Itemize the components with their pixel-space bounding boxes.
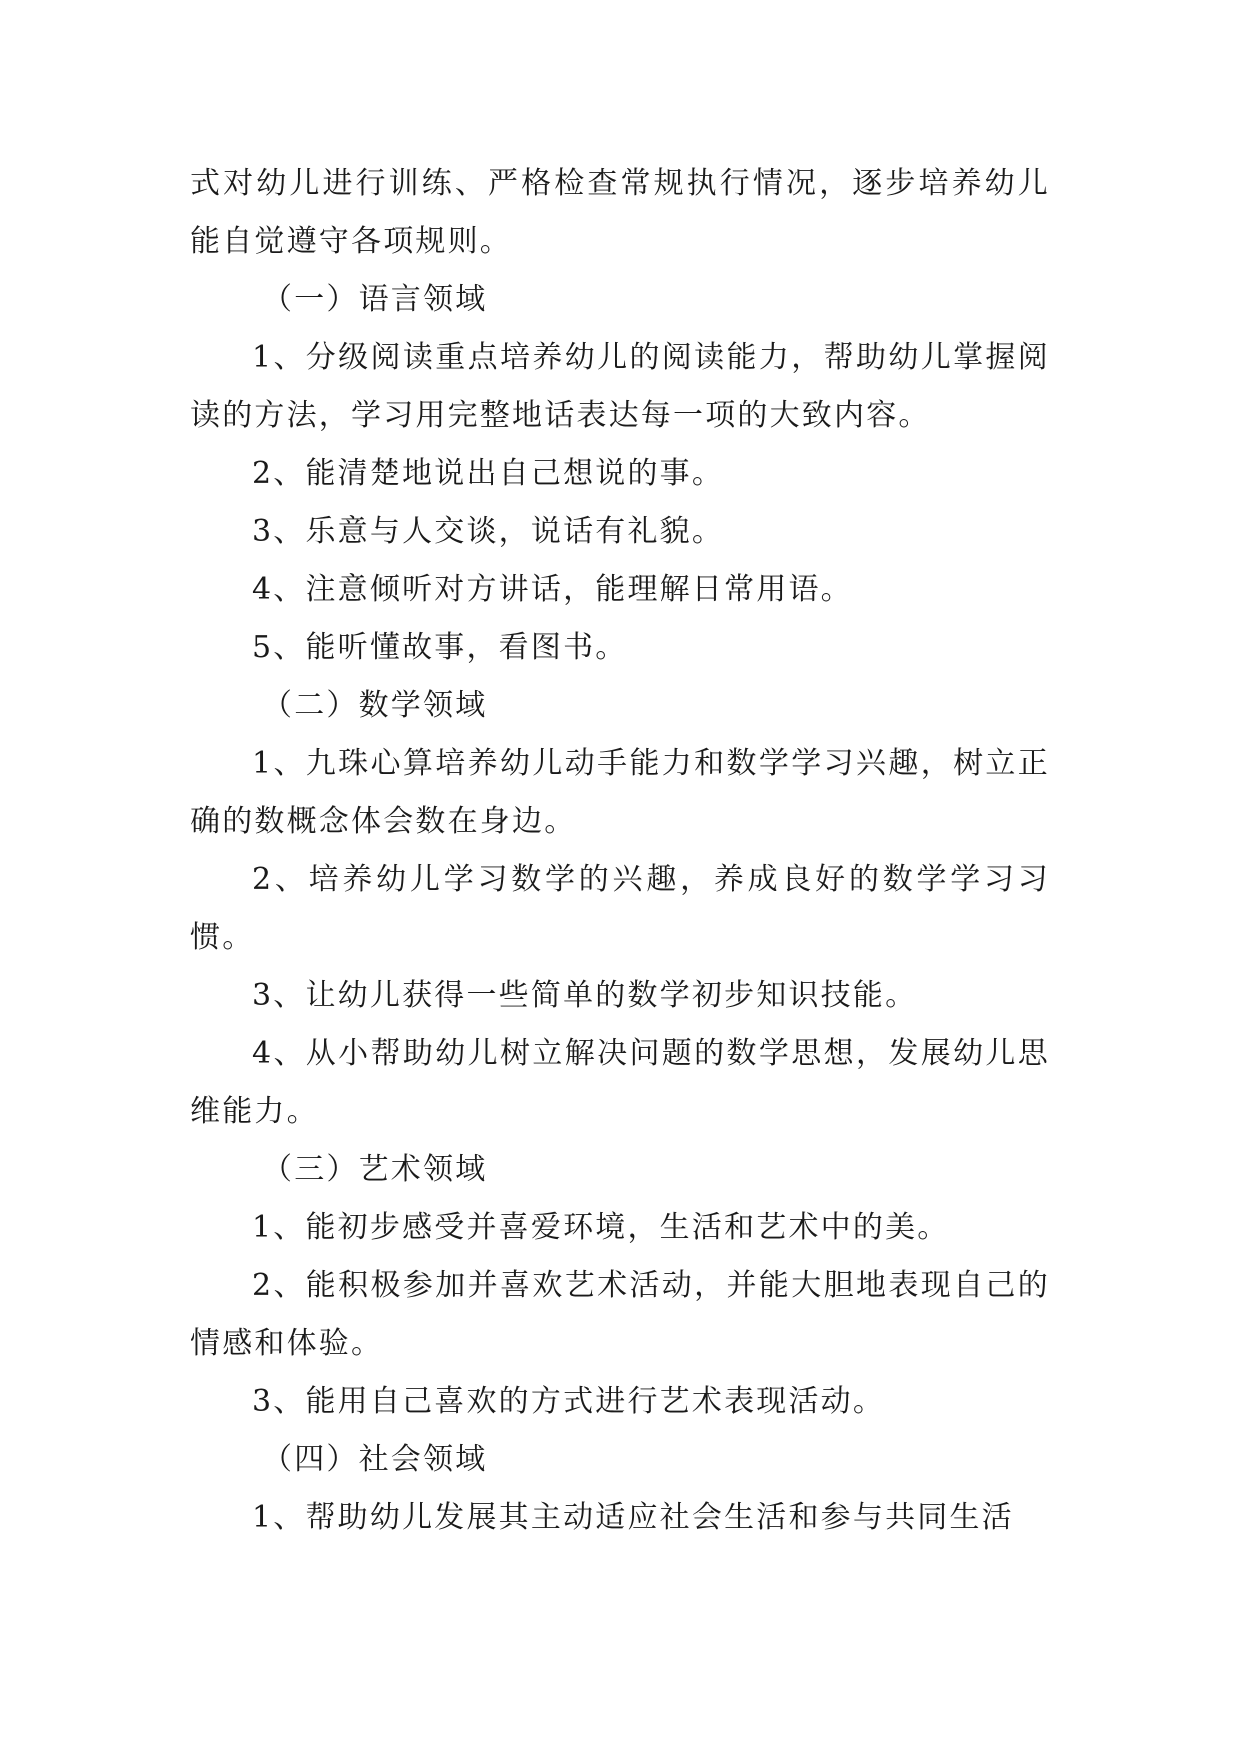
paragraph-language-2: 2、能清楚地说出自己想说的事。 [252,456,725,491]
paragraph-art-2: 2、能积极参加并喜欢艺术活动，并能大胆地表现自己的情感和体验。 [190,1268,1050,1361]
paragraph-math-4: 4、从小帮助幼儿树立解决问题的数学思想，发展幼儿思维能力。 [190,1036,1050,1129]
paragraph-language-5: 5、能听懂故事，看图书。 [252,630,628,665]
section-heading-math: （二）数学领域 [262,688,488,723]
document-body [190,155,1050,1547]
paragraph-math-3: 3、让幼儿获得一些简单的数学初步知识技能。 [252,978,918,1013]
paragraph-language-1: 1、分级阅读重点培养幼儿的阅读能力，帮助幼儿掌握阅读的方法，学习用完整地话表达每一项的大致内容。 [190,340,1050,433]
section-heading-language: （一）语言领域 [262,282,488,317]
section-heading-social: （四）社会领域 [262,1442,488,1477]
paragraph-math-2: 2、培养幼儿学习数学的兴趣，养成良好的数学学习习惯。 [190,862,1050,955]
paragraph-language-3: 3、乐意与人交谈，说话有礼貌。 [252,514,725,549]
section-heading-art: （三）艺术领域 [262,1152,488,1187]
paragraph-art-1: 1、能初步感受并喜爱环境，生活和艺术中的美。 [252,1210,950,1245]
paragraph-social-1: 1、帮助幼儿发展其主动适应社会生活和参与共同生活 [252,1500,1014,1535]
paragraph-continuation: 式对幼儿进行训练、严格检查常规执行情况，逐步培养幼儿能自觉遵守各项规则。 [190,166,1050,259]
paragraph-art-3: 3、能用自己喜欢的方式进行艺术表现活动。 [252,1384,886,1419]
paragraph-math-1: 1、九珠心算培养幼儿动手能力和数学学习兴趣，树立正确的数概念体会数在身边。 [190,746,1050,839]
paragraph-language-4: 4、注意倾听对方讲话，能理解日常用语。 [252,572,853,607]
